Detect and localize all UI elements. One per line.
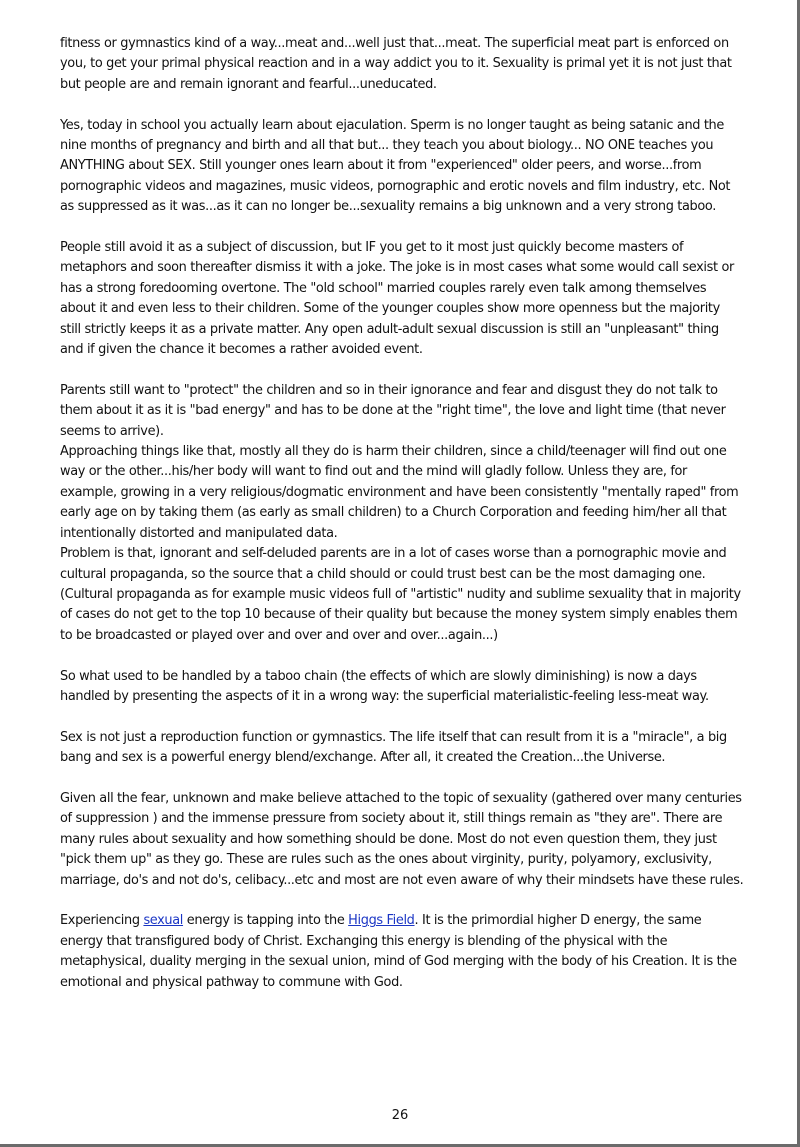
higgs-field-link[interactable]: Higgs Field	[348, 913, 415, 929]
paragraph-3: People still avoid it as a subject of discussion, but IF you get to it most just quickly become masters of metaphors and soon thereafter dismiss it with a joke. The joke is in most cases what some would call sexist or has a strong foredooming overtone. The "old school" married couples rarely even talk among themselves about it and even less to their children. Some of the younger couples show more openness but the majority still strictly keeps it as a private matter. Any open adult-adult sexual discussion is still an "unpleasant" thing and if given the chance it becomes a rather avoided event.	[60, 240, 734, 358]
page-number: 26	[391, 1108, 409, 1123]
paragraph-5: Approaching things like that, mostly all they do is harm their children, since a child/teenager will find out one way or the other...his/her body will want to find out and the mind will gladly follow. Unless they are, for example, growing in a very religious/dogmatic environment and have been consistently "mentally raped" from early age on by taking them (as early as small children) to a Church Corporation and feeding him/her all that intentionally distorted and manipulated data.	[60, 444, 739, 541]
paragraph-10-part-1: Experiencing	[60, 913, 144, 929]
paragraph-8: Sex is not just a reproduction function or gymnastics. The life itself that can result from it is a "miracle", a big bang and sex is a powerful energy blend/exchange. After all, it created the Creation...the Universe.	[60, 729, 727, 766]
paragraph-6: Problem is that, ignorant and self-deluded parents are in a lot of cases worse than a pornographic movie and cultural propaganda, so the source that a child should or could trust best can be the most damaging one. (Cultural propaganda as for example music videos full of "artistic" nudity and sublime sexuality that in majority of cases do not get to the top 10 because of their quality but because the money system simply enables them to be broadcasted or played over and over and over and over...again...)	[60, 546, 741, 643]
sexual-link[interactable]: sexual	[143, 913, 184, 929]
paragraph-10	[60, 911, 744, 993]
paragraph-10-part-3: . It is the primordial higher D energy, the same energy that transfigured body of Christ. Exchanging this energy is blending of the physical with the metaphysical, duality merging in the sexual union, mind of God merging with the body of his Creation. It is the emotional and physical pathway to commune with God.	[60, 913, 737, 990]
paragraph-10-part-2: energy is tapping into the	[183, 913, 349, 929]
paragraph-1: fitness or gymnastics kind of a way...meat and...well just that...meat. The superficial meat part is enforced on you, to get your primal physical reaction and in a way addict you to it. Sexuality is primal yet it is not just that but people are and remain ignorant and fearful...uneducated.	[60, 36, 732, 92]
paragraph-4: Parents still want to "protect" the children and so in their ignorance and fear and disgust they do not talk to them about it as it is "bad energy" and has to be done at the "right time", the love and light time (that never seems to arrive).	[60, 382, 726, 439]
paragraph-2: Yes, today in school you actually learn about ejaculation. Sperm is no longer taught as being satanic and the nine months of pregnancy and birth and all that but... they teach you about biology... NO ONE teaches you ANYTHING about SEX. Still younger ones learn about it from "experienced" older peers, and worse...from pornographic videos and magazines, music videos, pornographic and erotic novels and film industry, etc. Not as suppressed as it was...as it can no longer be...sexuality remains a big unknown and a very strong taboo.	[60, 117, 731, 215]
page-body	[60, 34, 744, 1013]
paragraph-7: So what used to be handled by a taboo chain (the effects of which are slowly diminishing) is now a days handled by presenting the aspects of it in a wrong way: the superficial materialistic-feeling less-meat way.	[60, 668, 709, 704]
paragraph-9: Given all the fear, unknown and make believe attached to the topic of sexuality (gathered over many centuries of suppression ) and the immense pressure from society about it, still things remain as "they are". There are many rules about sexuality and how something should be done. Most do not even question them, they just "pick them up" as they go. These are rules such as the ones about virginity, purity, polyamory, exclusivity, marriage, do's and not do's, celibacy...etc and most are not even aware of why their mindsets have these rules.	[60, 790, 744, 888]
